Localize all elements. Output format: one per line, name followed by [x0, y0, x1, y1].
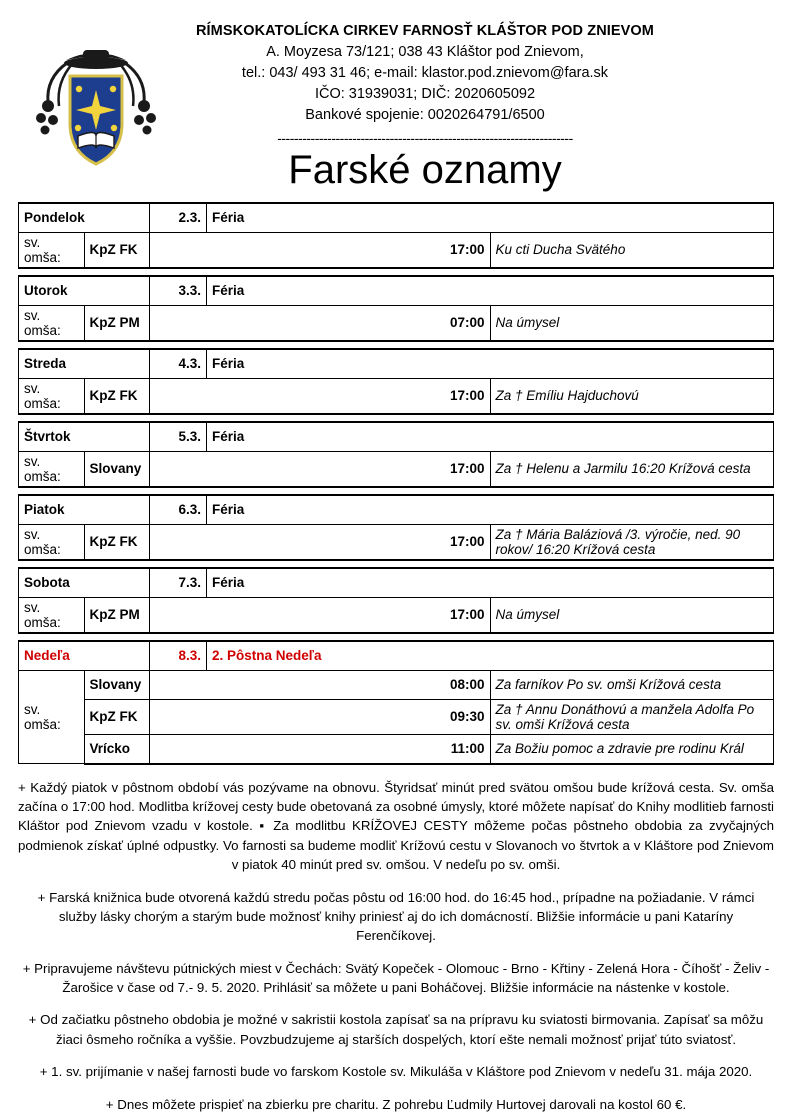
- bishop-coat-of-arms-icon: [26, 32, 166, 172]
- mass-intention: Za † Annu Donáthovú a manžela Adolfa Po sv. omši Krížová cesta: [490, 699, 774, 734]
- day-date: 4.3.: [150, 349, 207, 379]
- mass-place: KpZ PM: [84, 305, 150, 341]
- announcement-paragraph: + Od začiatku pôstneho obdobia je možné v sakristii kostola zapísať sa na prípravu ku sviatosti birmovania. Zapísať sa môžu žiaci ôsmeho ročníka a vyššie. Povzbudzujeme aj starších dospelých, ktorí ešte nemali možnosť prijať túto sviatosť.: [28, 1012, 764, 1047]
- table-row: [19, 349, 774, 379]
- table-row: [19, 641, 774, 671]
- mass-place: Slovany: [84, 451, 150, 487]
- page-title: Farské oznamy: [288, 147, 562, 192]
- mass-place: KpZ PM: [84, 597, 150, 633]
- mass-time: 17:00: [150, 597, 491, 633]
- feast-name: Féria: [207, 568, 774, 598]
- announcement-paragraph: + 1. sv. prijímanie v našej farnosti bude vo farskom Kostole sv. Mikuláša v Kláštore pod Znievom v nedeľu 31. mája 2020.: [39, 1064, 753, 1080]
- table-row: [19, 451, 774, 487]
- table-row: [19, 422, 774, 452]
- mass-place: Slovany: [84, 670, 150, 699]
- mass-label: sv. omša:: [19, 232, 85, 268]
- table-row-spacer: [19, 633, 774, 641]
- mass-label: sv. omša:: [19, 305, 85, 341]
- table-row: [19, 734, 774, 764]
- mass-label: sv. omša:: [19, 670, 85, 764]
- announcement-paragraph: + Každý piatok v pôstnom období vás pozývame na obnovu. Štyridsať minút pred svätou omšou bude krížová cesta. Sv. omša začína o 17:00 hod. Modlitba krížovej cesty bude obetovaná za osobné úmysly, ktoré môžete napísať do Knihy modlitieb farnosti Kláštor pod Znievom vzadu v kostole. ▪ Za modlitbu KRÍŽOVEJ CESTY môžeme počas pôstneho obdobia za zvyčajných podmienok získať úplné odpustky. Vo farnosti sa budeme modliť Krížovú cestu v Slovanoch vo štvrtok a v Kláštore pod Znievom v piatok 40 minút pred sv. omšou. V nedeľu po sv. omši.: [18, 779, 774, 872]
- parish-ids: IČO: 31939031; DIČ: 2020605092: [314, 85, 536, 102]
- mass-place: Vrícko: [84, 734, 150, 764]
- mass-time: 07:00: [150, 305, 491, 341]
- parish-name: RÍMSKOKATOLÍCKA CIRKEV FARNOSŤ KLÁŠTOR POD ZNIEVOM: [195, 23, 654, 39]
- feast-name: Féria: [207, 422, 774, 452]
- day-date: 5.3.: [150, 422, 207, 452]
- parish-contact: tel.: 043/ 493 31 46; e-mail: klastor.pod.znievom@fara.sk: [241, 64, 609, 81]
- mass-intention: Za farníkov Po sv. omši Krížová cesta: [490, 670, 774, 699]
- parish-address: A. Moyzesa 73/121; 038 43 Kláštor pod Znievom,: [266, 43, 584, 60]
- table-row: [19, 670, 774, 699]
- mass-intention: Za † Mária Baláziová /3. výročie, ned. 90 rokov/ 16:20 Krížová cesta: [490, 524, 774, 560]
- document-header: [18, 14, 772, 192]
- mass-label: sv. omša:: [19, 524, 85, 560]
- announcement-paragraph: + Pripravujeme návštevu pútnických miest v Čechách: Svätý Kopeček - Olomouc - Brno - Křtiny - Zelená Hora - Číhošť - Želiv - Žarošice v čase od 7.- 9. 5. 2020. Prihlásiť sa môžete u pani Boháčovej. Bližšie informácie na nástenke v kostole.: [22, 960, 770, 995]
- day-name: Streda: [19, 349, 150, 379]
- feast-name: Féria: [207, 349, 774, 379]
- table-row: [19, 597, 774, 633]
- mass-time: 09:30: [150, 699, 491, 734]
- feast-name: Féria: [207, 495, 774, 525]
- mass-time: 17:00: [150, 378, 491, 414]
- mass-time: 11:00: [150, 734, 491, 764]
- day-date: 7.3.: [150, 568, 207, 598]
- mass-place: KpZ FK: [84, 378, 150, 414]
- day-name: Sobota: [19, 568, 150, 598]
- feast-name: Féria: [207, 276, 774, 306]
- table-row: [19, 203, 774, 233]
- mass-intention: Na úmysel: [490, 305, 774, 341]
- day-name: Pondelok: [19, 203, 150, 233]
- table-row-spacer: [19, 268, 774, 276]
- mass-label: sv. omša:: [19, 378, 85, 414]
- table-row: [19, 524, 774, 560]
- day-date: 8.3.: [150, 641, 207, 671]
- mass-intention: Za † Helenu a Jarmilu 16:20 Krížová cesta: [490, 451, 774, 487]
- parish-bank: Bankové spojenie: 0020264791/6500: [305, 106, 545, 123]
- feast-name: 2. Pôstna Nedeľa: [207, 641, 774, 671]
- mass-label: sv. omša:: [19, 451, 85, 487]
- mass-time: 17:00: [150, 232, 491, 268]
- mass-time: 08:00: [150, 670, 491, 699]
- mass-label: sv. omša:: [19, 597, 85, 633]
- header-divider: -----------------------------------------------------------------------: [277, 129, 573, 146]
- mass-intention: Za † Emíliu Hajduchovú: [490, 378, 774, 414]
- day-name: Nedeľa: [19, 641, 150, 671]
- day-name: Utorok: [19, 276, 150, 306]
- table-row: [19, 305, 774, 341]
- mass-intention: Za Božiu pomoc a zdravie pre rodinu Král: [490, 734, 774, 764]
- mass-intention: Na úmysel: [490, 597, 774, 633]
- day-date: 6.3.: [150, 495, 207, 525]
- mass-place: KpZ FK: [84, 232, 150, 268]
- table-row: [19, 495, 774, 525]
- mass-time: 17:00: [150, 524, 491, 560]
- table-row: [19, 568, 774, 598]
- mass-intention: Ku cti Ducha Svätého: [490, 232, 774, 268]
- day-name: Piatok: [19, 495, 150, 525]
- table-row: [19, 699, 774, 734]
- announcement-paragraph: + Dnes môžete prispieť na zbierku pre charitu. Z pohrebu Ľudmily Hurtovej darovali na kostol 60 €.: [105, 1096, 687, 1112]
- table-row: [19, 232, 774, 268]
- mass-place: KpZ FK: [84, 699, 150, 734]
- table-row: [19, 276, 774, 306]
- table-row: [19, 378, 774, 414]
- announcements-section: [18, 778, 774, 1114]
- announcement-paragraph: + Farská knižnica bude otvorená každú stredu počas pôstu od 16:00 hod. do 16:45 hod., prípadne na požiadanie. V rámci služby lásky chorým a starým bude možnosť knihy priniesť aj do ich domácností. Bližšie informácie u pani Kataríny Ferenčíkovej.: [37, 889, 755, 944]
- table-row-spacer: [19, 414, 774, 422]
- mass-time: 17:00: [150, 451, 491, 487]
- table-row-spacer: [19, 487, 774, 495]
- mass-schedule-table: [18, 202, 774, 765]
- mass-place: KpZ FK: [84, 524, 150, 560]
- day-name: Štvrtok: [19, 422, 150, 452]
- day-date: 2.3.: [150, 203, 207, 233]
- table-row-spacer: [19, 560, 774, 568]
- feast-name: Féria: [207, 203, 774, 233]
- table-row-spacer: [19, 341, 774, 349]
- day-date: 3.3.: [150, 276, 207, 306]
